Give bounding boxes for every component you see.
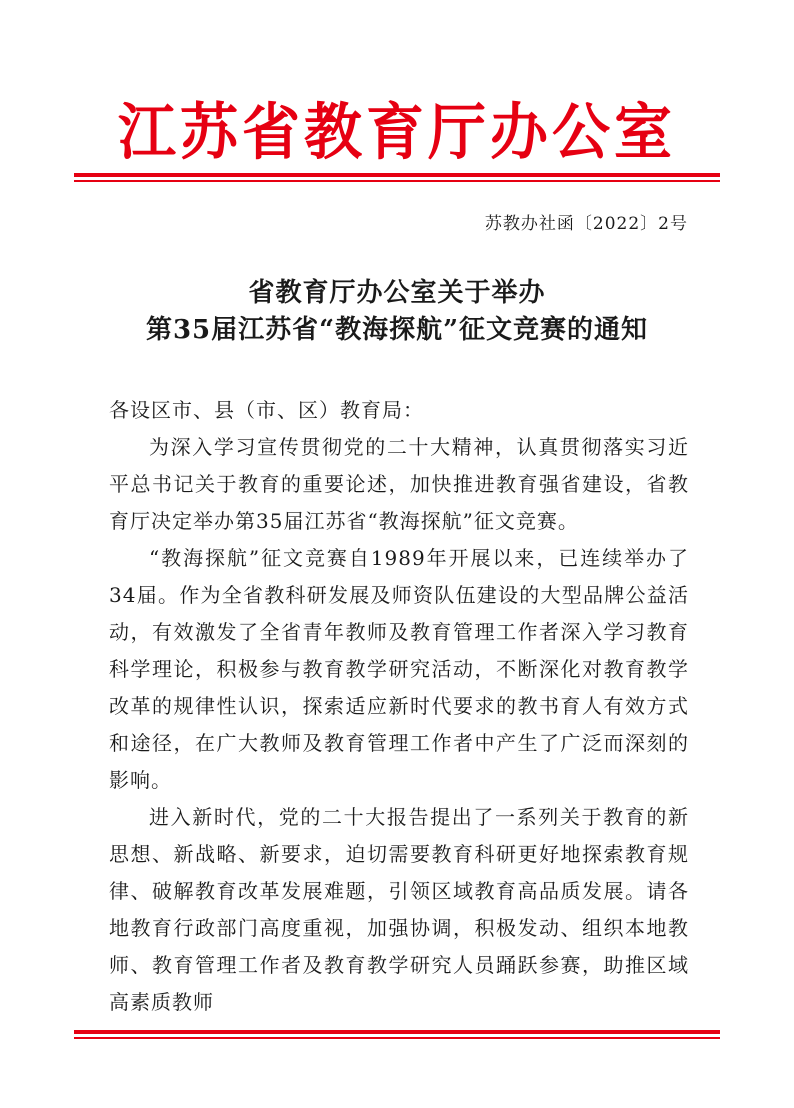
letterhead-thick-rule — [74, 173, 720, 177]
document-title-line-1: 省教育厅办公室关于举办 — [248, 278, 546, 308]
letterhead-thin-rule — [74, 180, 720, 182]
document-title — [0, 275, 794, 349]
body-paragraph-1: 为深入学习宣传贯彻党的二十大精神，认真贯彻落实习近平总书记关于教育的重要论述，加快推进教育强省建设，省教育厅决定举办第35届江苏省“教海探航”征文竞赛。 — [109, 435, 689, 533]
footer-thin-rule — [74, 1037, 720, 1039]
letterhead-org-name: 江苏省教育厅办公室 — [117, 96, 676, 168]
body-paragraph-2: “教海探航”征文竞赛自1989年开展以来，已连续举办了34届。作为全省教科研发展及师资队伍建设的大型品牌公益活动，有效激发了全省青年教师及教育管理工作者深入学习教育科学理论，积极参与教育教学研究活动，不断深化对教育教学改革的规律性认识，探索适应新时代要求的教书育人有效方式和途径，在广大教师及教育管理工作者中产生了广泛而深刻的影响。 — [109, 546, 689, 792]
salutation: 各设区市、县（市、区）教育局： — [109, 398, 424, 422]
document-title-line-2: 第35届江苏省“教海探航”征文竞赛的通知 — [145, 315, 649, 345]
document-body — [109, 392, 689, 1021]
body-paragraph-3: 进入新时代，党的二十大报告提出了一系列关于教育的新思想、新战略、新要求，迫切需要教育科研更好地探索教育规律、破解教育改革发展难题，引领区域教育高品质发展。请各地教育行政部门高度重视，加强协调，积极发动、组织本地教师、教育管理工作者及教育教学研究人员踊跃参赛，助推区域高素质教师 — [109, 805, 689, 1014]
footer-thick-rule — [74, 1030, 720, 1034]
document-number: 苏教办社函〔2022〕2号 — [484, 214, 688, 234]
